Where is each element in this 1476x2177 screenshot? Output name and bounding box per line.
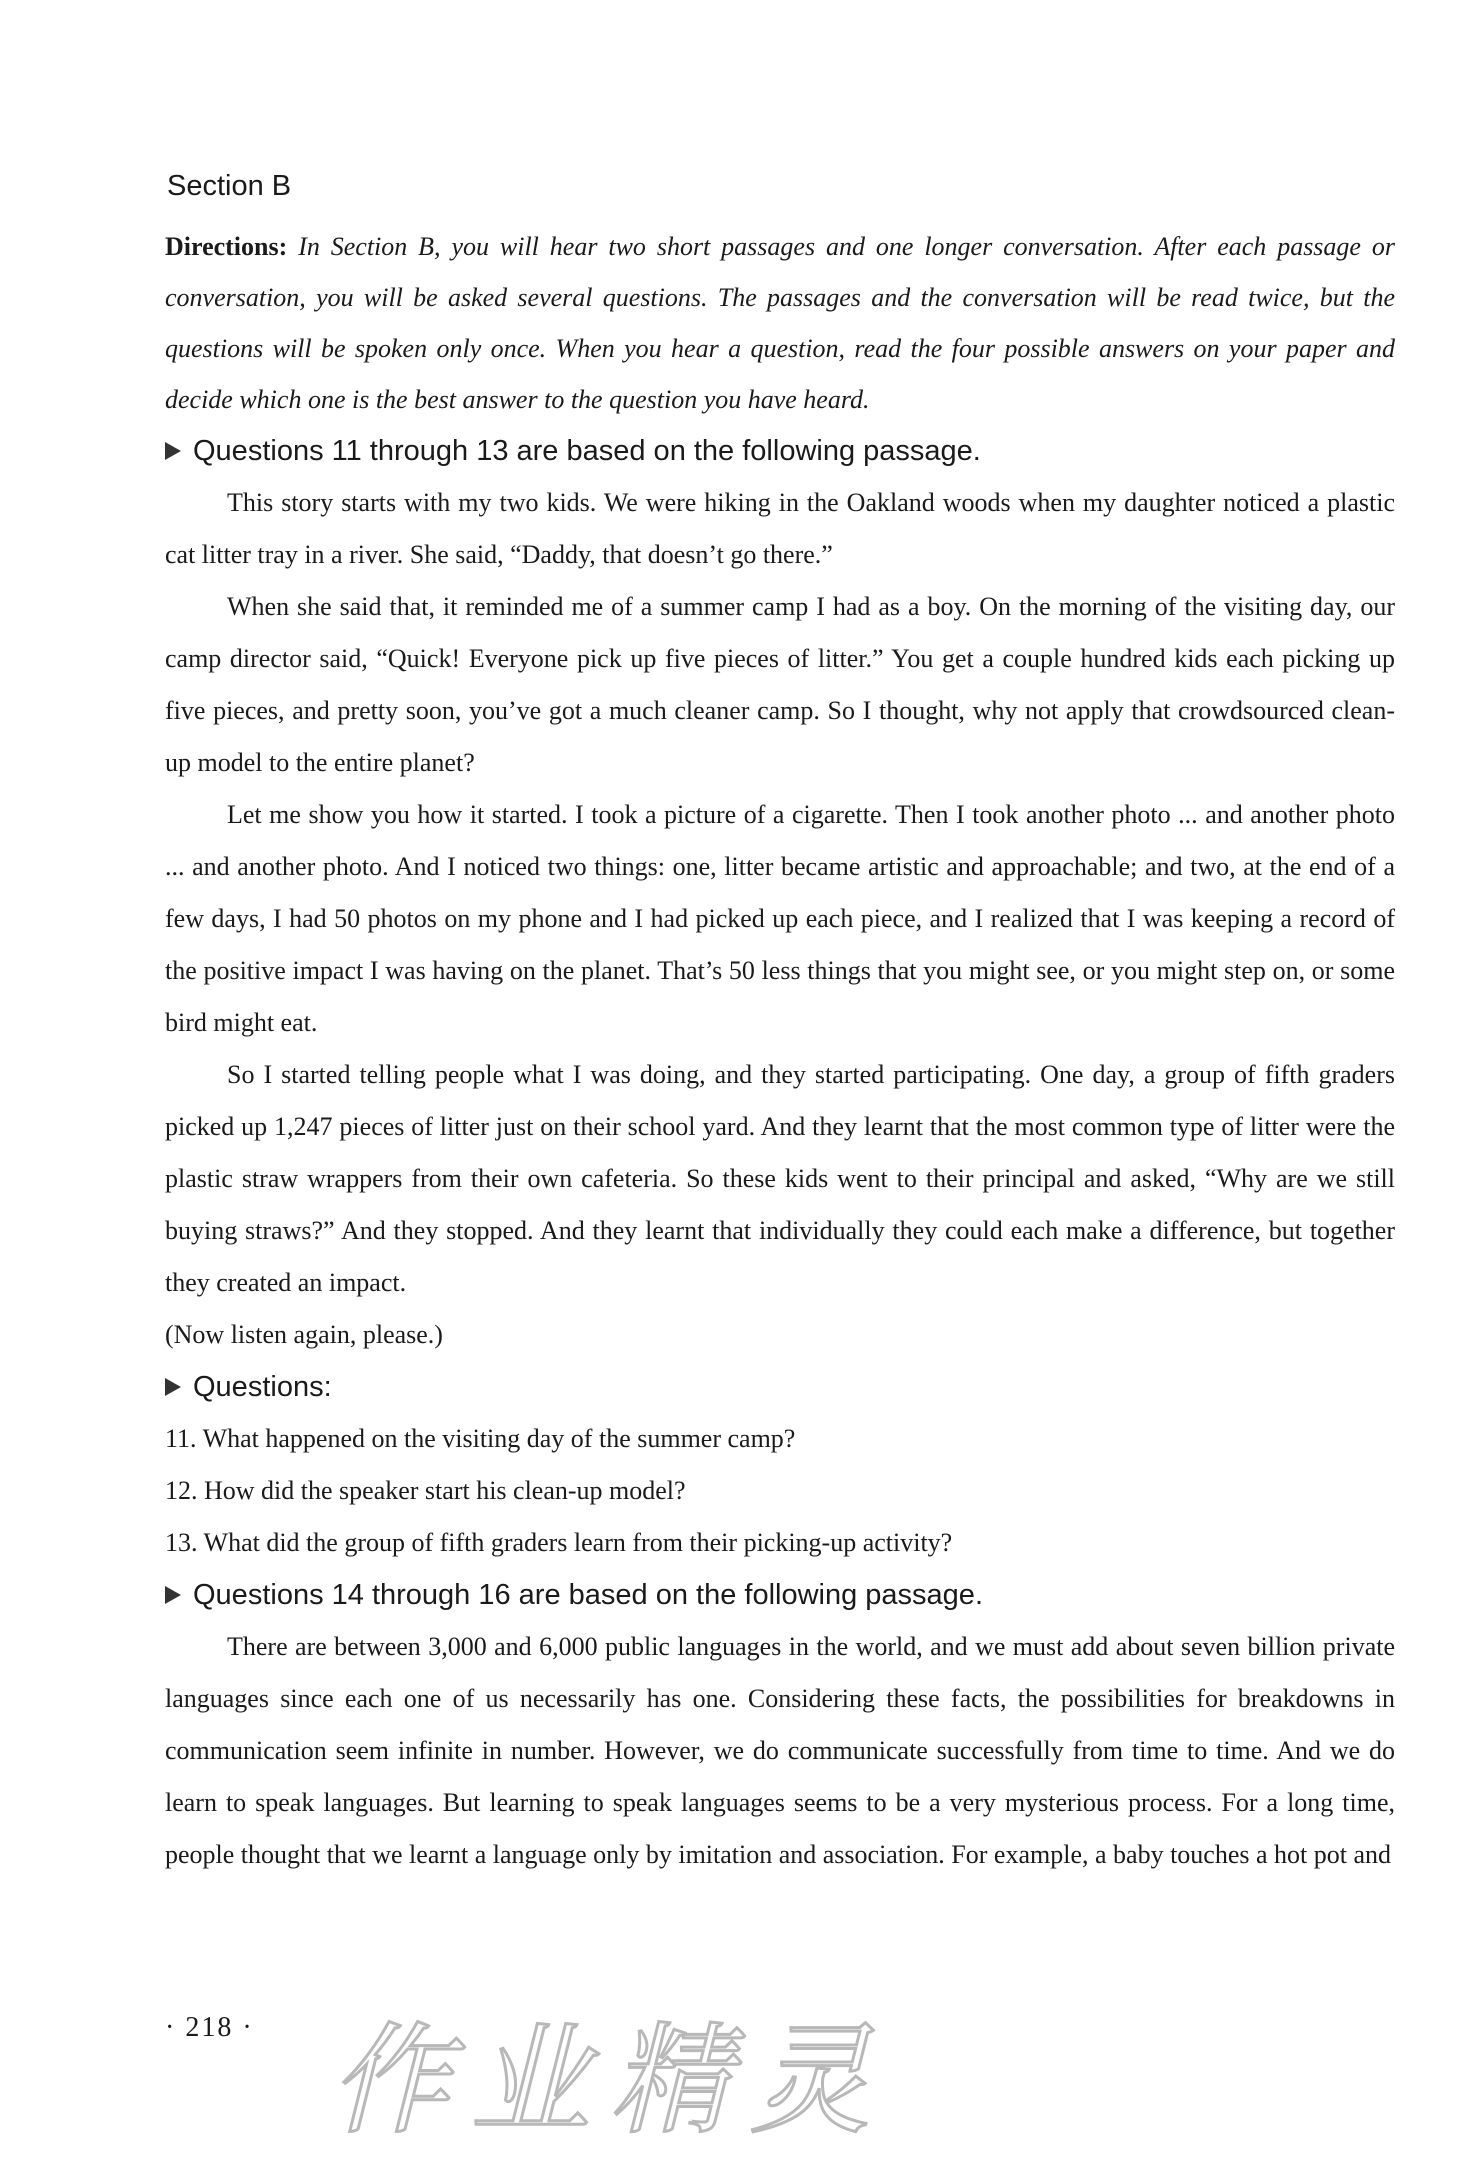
passage2-paragraph: There are between 3,000 and 6,000 public languages in the world, and we must add about seven billion private languages since each one of us necessarily has one. Considering these facts, the possibilities for breakdowns in communication seem infinite in number. However, we do communicate successfully from time to time. And we do learn to speak languages. But learning to speak languages seems to be a very mysterious process. For a long time, people thought that we learnt a language only by imitation and association. For example, a baby touches a hot pot and: [165, 1632, 1395, 1869]
directions-label: Directions: [165, 232, 279, 261]
passage1-heading: Questions 11 through 13 are based on the following passage.: [165, 425, 1395, 477]
question-item: 11. What happened on the visiting day of the summer camp?: [165, 1424, 796, 1453]
question-item: 12. How did the speaker start his clean-up model?: [165, 1476, 686, 1505]
watermark: 作业精灵: [330, 2012, 890, 2151]
page-content: [165, 170, 1395, 1881]
triangle-bullet-icon: [165, 1378, 181, 1396]
directions-text: In Section B, you will hear two short passages and one longer conversation. After each passage or conversation, you will be asked several questions. The passages and the conversation will be read twice, but the questions will be spoken only once. When you hear a question, read the four possible answers on your paper and decide which one is the best answer to the question you have heard.: [165, 232, 1395, 414]
page-number: · 218 ·: [165, 2012, 254, 2043]
question-item: 13. What did the group of fifth graders learn from their picking-up activity?: [165, 1528, 953, 1557]
passage1-paragraph: This story starts with my two kids. We were hiking in the Oakland woods when my daughter noticed a plastic cat litter tray in a river. She said, “Daddy, that doesn’t go there.”: [165, 488, 1395, 569]
passage1-paragraph: Let me show you how it started. I took a picture of a cigarette. Then I took another photo ... and another photo ... and another photo. And I noticed two things: one, litter became artistic and approachable; and two, at the end of a few days, I had 50 photos on my phone and I had picked up each piece, and I realized that I was keeping a record of the positive impact I was having on the planet. That’s 50 less things that you might see, or you might step on, or some bird might eat.: [165, 800, 1395, 1037]
passage2-heading: Questions 14 through 16 are based on the following passage.: [165, 1569, 1395, 1621]
passage1-paragraph: So I started telling people what I was doing, and they started participating. One day, a group of fifth graders picked up 1,247 pieces of litter just on their school yard. And they learnt that the most common type of litter were the plastic straw wrappers from their own cafeteria. So these kids went to their principal and asked, “Why are we still buying straws?” And they stopped. And they learnt that individually they could each make a difference, but together they created an impact.: [165, 1060, 1395, 1297]
directions: Directions: In Section B, you will hear two short passages and one longer conversation. After each passage or conversation, you will be asked several questions. The passages and the conversation will be read twice, but the questions will be spoken only once. When you hear a question, read the four possible answers on your paper and decide which one is the best answer to the question you have heard.: [165, 232, 1395, 414]
passage1-paragraph: When she said that, it reminded me of a summer camp I had as a boy. On the morning of the visiting day, our camp director said, “Quick! Everyone pick up five pieces of litter.” You get a couple hundred kids each picking up five pieces, and pretty soon, you’ve got a much cleaner camp. So I thought, why not apply that crowdsourced clean-up model to the entire planet?: [165, 592, 1395, 777]
questions-heading: Questions:: [165, 1361, 1395, 1413]
triangle-bullet-icon: [165, 1586, 181, 1604]
listen-again-note: (Now listen again, please.): [165, 1320, 443, 1349]
triangle-bullet-icon: [165, 442, 181, 460]
section-title: Section B: [167, 170, 292, 202]
